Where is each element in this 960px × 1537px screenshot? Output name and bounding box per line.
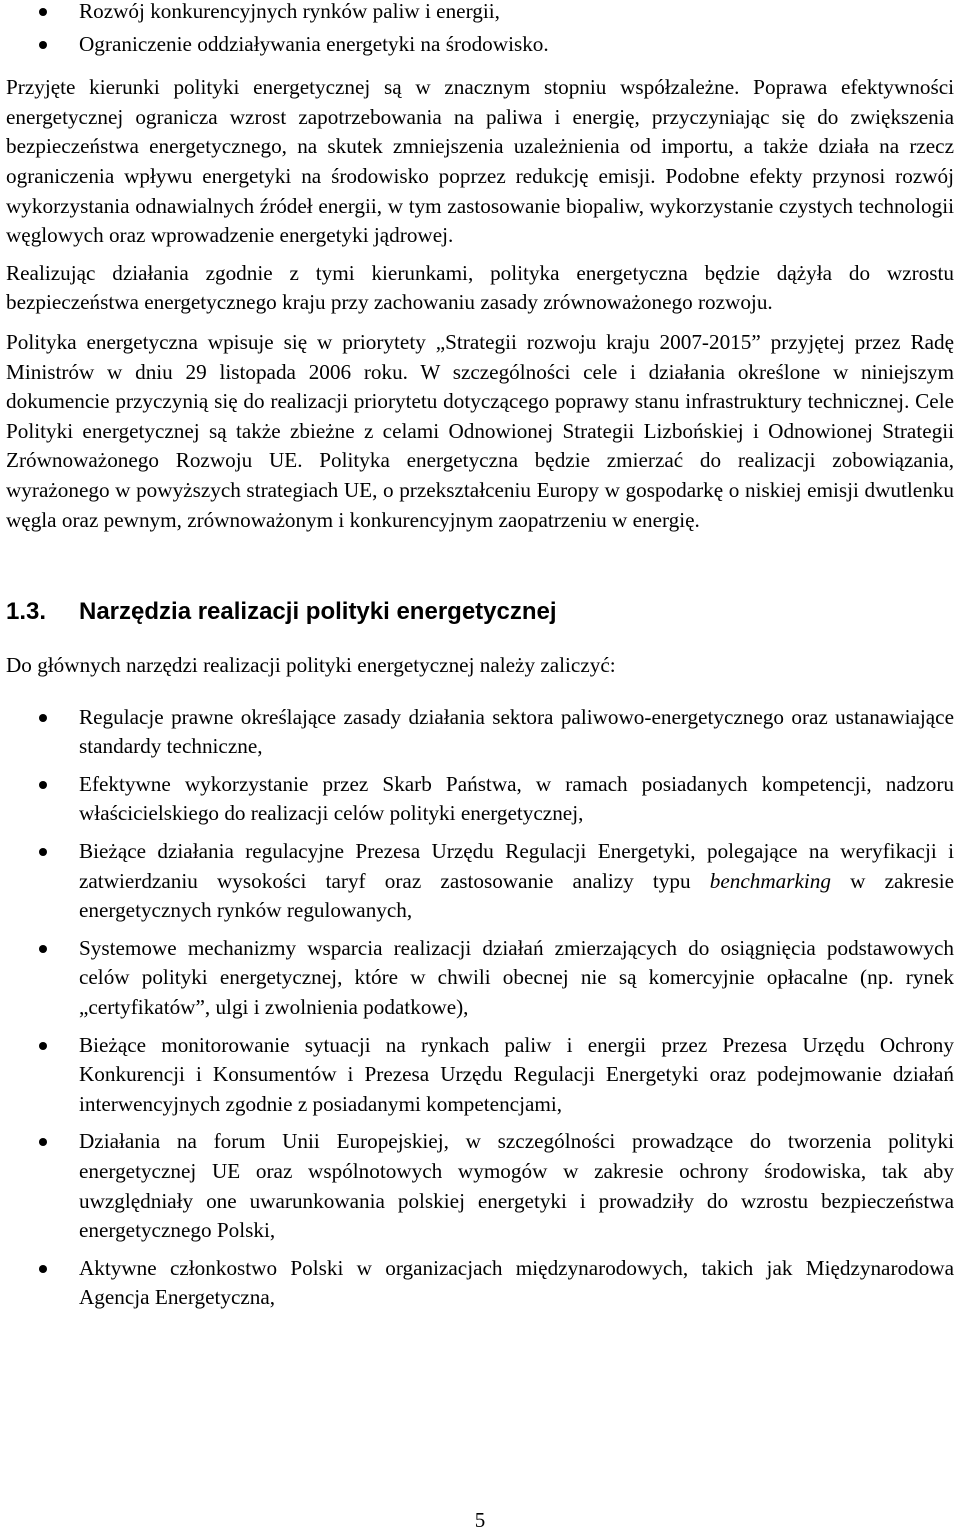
top-bullet-list — [6, 0, 954, 59]
paragraph-interdependence: Przyjęte kierunki polityki energetycznej są w znacznym stopniu współzależne. Poprawa efektywności energetycznej ogranicza wzrost zapotrzebowania na paliwa i energię, przyczyniając się do zwiększenia bezpieczeństwa energetycznego, na skutek zmniejszenia uzależnienia od importu, a także działa na rzecz ograniczenia wpływu energetyki na środowisko poprzez redukcję emisji. Podobne efekty przynosi rozwój wykorzystania odnawialnych źródeł energii, w tym zastosowanie biopaliw, wykorzystanie czystych technologii węglowych oraz wprowadzenie energetyki jądrowej. — [6, 75, 954, 248]
section-number: 1.3. — [6, 598, 47, 626]
list-item — [6, 770, 954, 829]
list-item-text: Systemowe mechanizmy wsparcia realizacji działań zmierzających do osiągnięcia podstawowych celów polityki energetycznej, które w chwili obecnej nie są komercyjnie opłacalne (np. rynek „certyfikatów”, ulgi i zwolnienia podatkowe), — [79, 935, 954, 1020]
list-item-text: Bieżące monitorowanie sytuacji na rynkach paliw i energii przez Prezesa Urzędu Ochrony Konkurencji i Konsumentów i Prezesa Urzędu Regulacji Energetyki oraz podejmowanie działań interwencyjnych zgodnie z posiadanymi kompetencjami, — [79, 1032, 954, 1116]
list-item-text: Efektywne wykorzystanie przez Skarb Państwa, w ramach posiadanych kompetencji, nadzoru właścicielskiego do realizacji celów polityki energetycznej, — [79, 771, 954, 826]
list-item-text: Regulacje prawne określające zasady działania sektora paliwowo-energetycznego oraz ustanawiające standardy techniczne, — [79, 704, 954, 759]
list-item — [6, 0, 954, 27]
section-title: Narzędzia realizacji polityki energetycznej — [79, 598, 557, 626]
bullet-icon — [39, 41, 47, 49]
list-item — [6, 30, 954, 60]
tools-list — [6, 703, 954, 1313]
list-item-text: w zakresie energetycznych rynków regulowanych, — [79, 868, 954, 923]
tools-intro: Do głównych narzędzi realizacji polityki energetycznej należy zaliczyć: — [6, 653, 616, 678]
bullet-icon — [39, 848, 47, 856]
bullet-icon — [39, 8, 47, 16]
list-item — [6, 1031, 954, 1120]
page-number: 5 — [474, 1508, 486, 1532]
section-heading — [6, 597, 954, 627]
list-item — [6, 1127, 954, 1245]
list-item-text: Rozwój konkurencyjnych rynków paliw i energii, — [79, 0, 500, 23]
list-item-text: Aktywne członkostwo Polski w organizacjach międzynarodowych, takich jak Międzynarodowa Agencja Energetyczna, — [79, 1255, 954, 1310]
list-item — [6, 934, 954, 1023]
bullet-icon — [39, 1042, 47, 1050]
list-item-text: Działania na forum Unii Europejskiej, w szczególności prowadzące do tworzenia polityki energetycznej UE oraz wspólnotowych wymogów w zakresie ochrony środowiska, tak aby uwzględniały one uwarunkowania polskiej energetyki i prowadziły do wzrostu bezpieczeństwa energetycznego Polski, — [79, 1129, 954, 1243]
bullet-icon — [39, 945, 47, 953]
list-item — [6, 1254, 954, 1313]
bullet-icon — [39, 714, 47, 722]
list-item-text: Ograniczenie oddziaływania energetyki na środowisko. — [79, 31, 549, 56]
document-page — [6, 0, 954, 1313]
emphasis-term: benchmarking — [709, 868, 831, 893]
bullet-icon — [39, 1138, 47, 1146]
list-item — [6, 703, 954, 762]
paragraph-directions: Realizując działania zgodnie z tymi kierunkami, polityka energetyczna będzie dążyła do wzrostu bezpieczeństwa energetycznego kraju przy zachowaniu zasady zrównoważonego rozwoju. — [6, 260, 954, 315]
list-item — [6, 837, 954, 926]
bullet-icon — [39, 1265, 47, 1273]
bullet-icon — [39, 781, 47, 789]
paragraph-strategy: Polityka energetyczna wpisuje się w priorytety „Strategii rozwoju kraju 2007-2015” przyjętej przez Radę Ministrów w dniu 29 listopada 2006 roku. W szczególności cele i działania określone w niniejszym dokumencie przyczynią się do realizacji priorytetu dotyczącego poprawy stanu infrastruktury technicznej. Cele Polityki energetycznej są także zbieżne z celami Odnowionej Strategii Lizbońskiej i Odnowionej Strategii Zrównoważonego Rozwoju UE. Polityka energetyczna będzie zmierzać do realizacji zobowiązania, wyrażonego w powyższych strategiach UE, o przekształceniu Europy w gospodarkę o niskiej emisji dwutlenku węgla oraz pewnym, zrównoważonym i konkurencyjnym zaopatrzeniu w energię. — [6, 329, 954, 532]
list-item-text: Bieżące działania regulacyjne Prezesa Urzędu Regulacji Energetyki, polegające na weryfikacji i zatwierdzaniu wysokości taryf oraz zastosowanie analizy typu — [79, 839, 954, 893]
